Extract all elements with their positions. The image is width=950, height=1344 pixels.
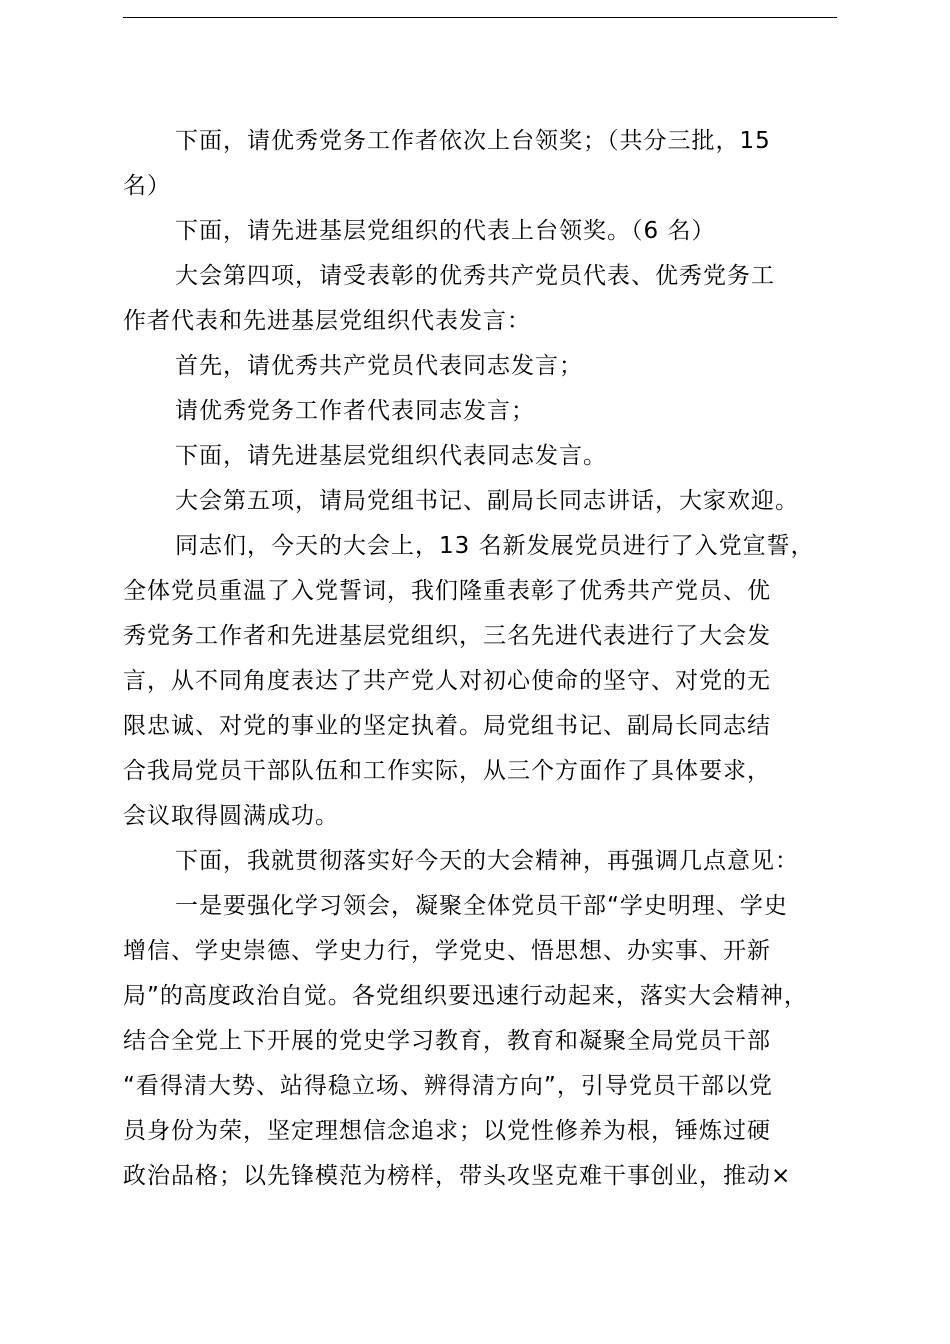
text-line: 同志们，今天的大会上，13 名新发展党员进行了入党宣誓， — [175, 533, 815, 559]
document-body — [123, 119, 837, 1199]
paragraph-item-five — [123, 479, 837, 524]
paragraph-summary — [123, 524, 837, 839]
text-line: 一是要强化学习领会，凝聚全体党员干部“学史明理、学史 — [175, 893, 788, 919]
text-line: 请优秀党务工作者代表同志发言； — [175, 398, 535, 424]
text-line: 首先，请优秀共产党员代表同志发言； — [175, 353, 583, 379]
text-line: 政治品格；以先锋模范为榜样，带头攻坚克难干事创业，推动× — [123, 1163, 792, 1189]
paragraph-speech-member — [123, 344, 837, 389]
paragraph-award-party-workers — [123, 119, 837, 209]
text-line: 名） — [123, 173, 171, 199]
text-line: 合我局党员干部队伍和工作实际，从三个方面作了具体要求， — [123, 758, 771, 784]
paragraph-speech-organization — [123, 434, 837, 479]
text-line: 秀党务工作者和先进基层党组织，三名先进代表进行了大会发 — [123, 623, 771, 649]
text-line: 作者代表和先进基层党组织代表发言： — [123, 308, 531, 334]
paragraph-award-organizations — [123, 209, 837, 254]
text-line: 大会第五项，请局党组书记、副局长同志讲话，大家欢迎。 — [175, 488, 799, 514]
text-line: 言，从不同角度表达了共产党人对初心使命的坚守、对党的无 — [123, 668, 771, 694]
text-line: 下面，请先进基层党组织的代表上台领奖。（6 名） — [175, 218, 716, 244]
text-line: 大会第四项，请受表彰的优秀共产党员代表、优秀党务工 — [175, 263, 775, 289]
text-line: 限忠诚、对党的事业的坚定执着。局党组书记、副局长同志结 — [123, 713, 771, 739]
header-rule — [123, 17, 837, 18]
text-line: “看得清大势、站得稳立场、辨得清方向”，引导党员干部以党 — [123, 1073, 773, 1099]
text-line: 下面，请优秀党务工作者依次上台领奖；（共分三批，15 — [175, 128, 771, 154]
text-line: 员身份为荣，坚定理想信念追求；以党性修养为根，锤炼过硬 — [123, 1118, 771, 1144]
paragraph-point-one — [123, 884, 837, 1199]
text-line: 会议取得圆满成功。 — [123, 803, 339, 829]
text-line: 下面，我就贯彻落实好今天的大会精神，再强调几点意见： — [175, 848, 799, 874]
text-line: 局”的高度政治自觉。各党组织要迅速行动起来，落实大会精神， — [123, 983, 808, 1009]
paragraph-speech-worker — [123, 389, 837, 434]
paragraph-item-four — [123, 254, 837, 344]
paragraph-opinions-intro — [123, 839, 837, 884]
text-line: 下面，请先进基层党组织代表同志发言。 — [175, 443, 607, 469]
text-line: 增信、学史崇德、学史力行，学党史、悟思想、办实事、开新 — [123, 938, 771, 964]
text-line: 结合全党上下开展的党史学习教育，教育和凝聚全局党员干部 — [123, 1028, 771, 1054]
text-line: 全体党员重温了入党誓词，我们隆重表彰了优秀共产党员、优 — [123, 578, 771, 604]
